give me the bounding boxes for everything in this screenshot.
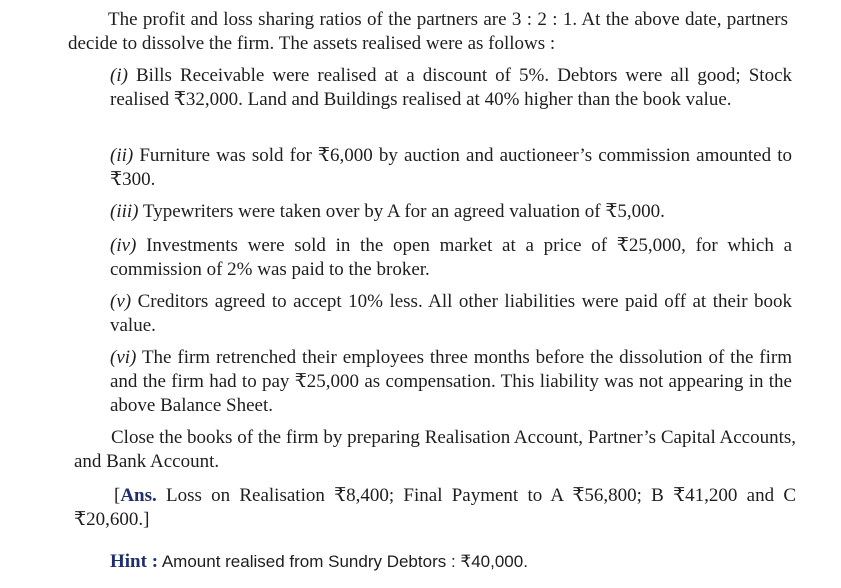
list-item-5 [110,290,792,338]
item-text: Bills Receivable were realised at a discount of 5%. Debtors were all good; Stock realised ₹32,000. Land and Buildings realised at 40% higher than the book value. [110,65,793,110]
hint-label: Hint : [110,551,159,572]
item-number: (ii) [110,145,134,166]
item-number: (iii) [110,201,139,222]
item-text: Investments were sold in the open market at a price of ₹25,000, for which a commission of 2% was paid to the broker. [110,235,792,280]
hint-text: Amount realised from Sundry Debtors : ₹40,000. [161,552,528,571]
item-number: (vi) [110,347,137,368]
answer-paragraph [74,484,796,532]
list-item-1 [110,64,792,112]
list-item-4 [110,234,792,282]
list-item-2 [110,144,792,192]
item-text: Typewriters were taken over by A for an agreed valuation of ₹5,000. [142,201,665,222]
answer-text: Loss on Realisation ₹8,400; Final Payment to A ₹56,800; B ₹41,200 and C ₹20,600.] [74,485,796,530]
item-number: (v) [110,291,132,312]
intro-paragraph: The profit and loss sharing ratios of the partners are 3 : 2 : 1. At the above date, partners decide to dissolve the firm. The assets realised were as follows : [68,9,788,54]
item-text: The firm retrenched their employees three months before the dissolution of the firm and the firm had to pay ₹25,000 as compensation. This liability was not appearing in the above Balance Sheet. [110,347,792,416]
list-item-6 [110,346,792,418]
instruction-paragraph: Close the books of the firm by preparing Realisation Account, Partner’s Capital Accounts, and Bank Account. [74,427,796,472]
item-number: (i) [110,65,128,86]
list-item-3 [110,200,792,224]
answer-label: Ans. [120,485,157,506]
item-number: (iv) [110,235,137,256]
answer-open-bracket: [ [114,485,121,506]
item-text: Creditors agreed to accept 10% less. All other liabilities were paid off at their book value. [110,291,792,336]
hint-line [110,550,710,574]
item-text: Furniture was sold for ₹6,000 by auction and auctioneer’s commission amounted to ₹300. [110,145,792,190]
